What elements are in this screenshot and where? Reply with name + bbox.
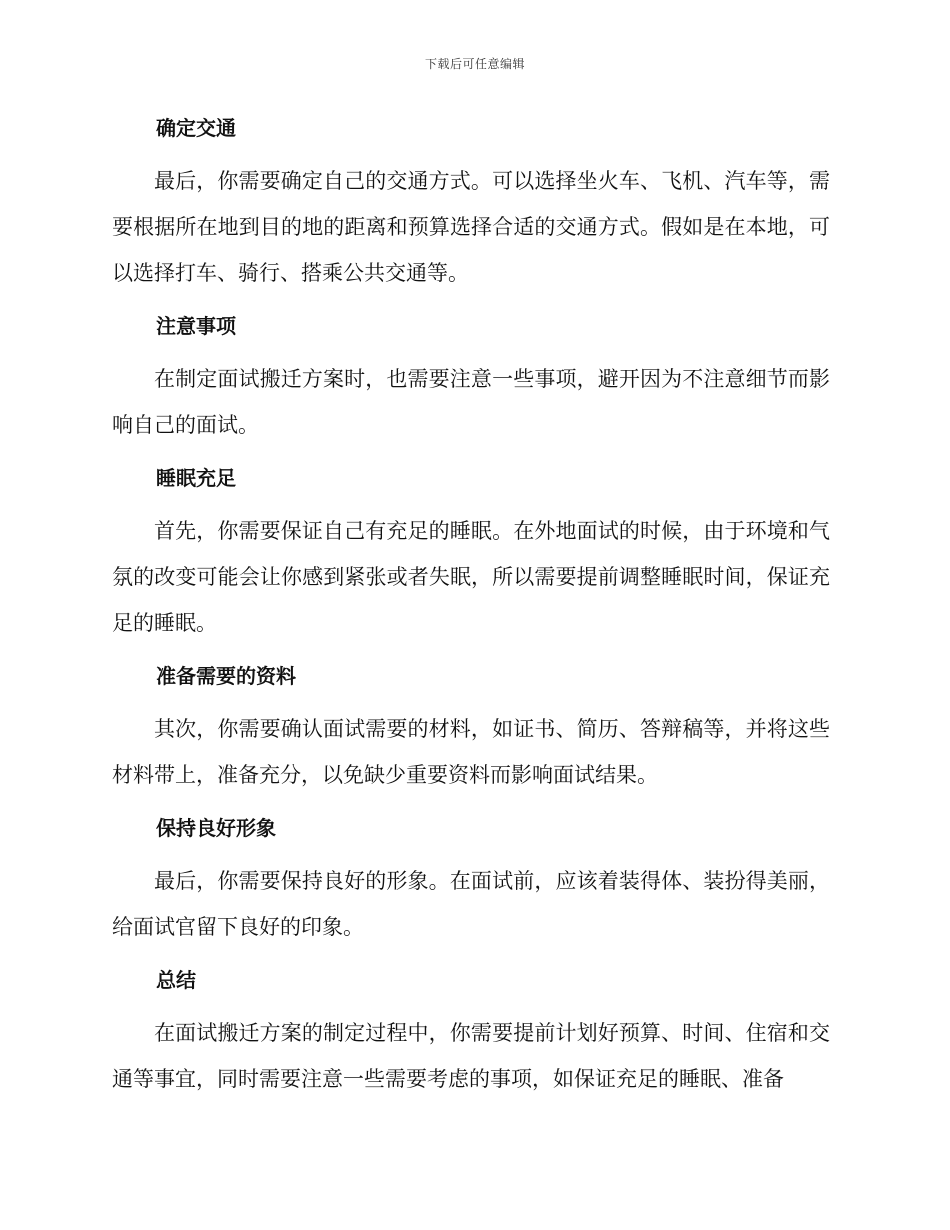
document-content [112, 106, 830, 1110]
section-heading: 准备需要的资料 [156, 664, 296, 688]
section-materials [112, 654, 830, 798]
section-heading: 注意事项 [156, 314, 236, 338]
section-heading: 总结 [156, 968, 196, 992]
section-paragraph: 最后，你需要确定自己的交通方式。可以选择坐火车、飞机、汽车等，需要根据所在地到目的地的距离和预算选择合适的交通方式。假如是在本地，可以选择打车、骑行、搭乘公共交通等。 [112, 169, 830, 285]
section-heading: 保持良好形象 [156, 816, 276, 840]
header-note: 下载后可任意编辑 [424, 57, 525, 71]
section-sleep [112, 456, 830, 646]
section-image [112, 806, 830, 950]
section-summary [112, 958, 830, 1102]
section-paragraph: 其次，你需要确认面试需要的材料，如证书、简历、答辩稿等，并将这些材料带上，准备充分，以免缺少重要资料而影响面试结果。 [112, 717, 830, 787]
section-paragraph: 首先，你需要保证自己有充足的睡眠。在外地面试的时候，由于环境和气氛的改变可能会让你感到紧张或者失眠，所以需要提前调整睡眠时间，保证充足的睡眠。 [112, 519, 830, 635]
section-heading: 睡眠充足 [156, 466, 236, 490]
section-heading: 确定交通 [156, 116, 236, 140]
section-transport [112, 106, 830, 296]
section-paragraph: 最后，你需要保持良好的形象。在面试前，应该着装得体、装扮得美丽，给面试官留下良好的印象。 [112, 869, 830, 939]
section-notes [112, 304, 830, 448]
section-paragraph: 在制定面试搬迁方案时，也需要注意一些事项，避开因为不注意细节而影响自己的面试。 [112, 367, 830, 437]
section-paragraph: 在面试搬迁方案的制定过程中，你需要提前计划好预算、时间、住宿和交通等事宜，同时需要注意一些需要考虑的事项，如保证充足的睡眠、准备 [112, 1021, 830, 1091]
